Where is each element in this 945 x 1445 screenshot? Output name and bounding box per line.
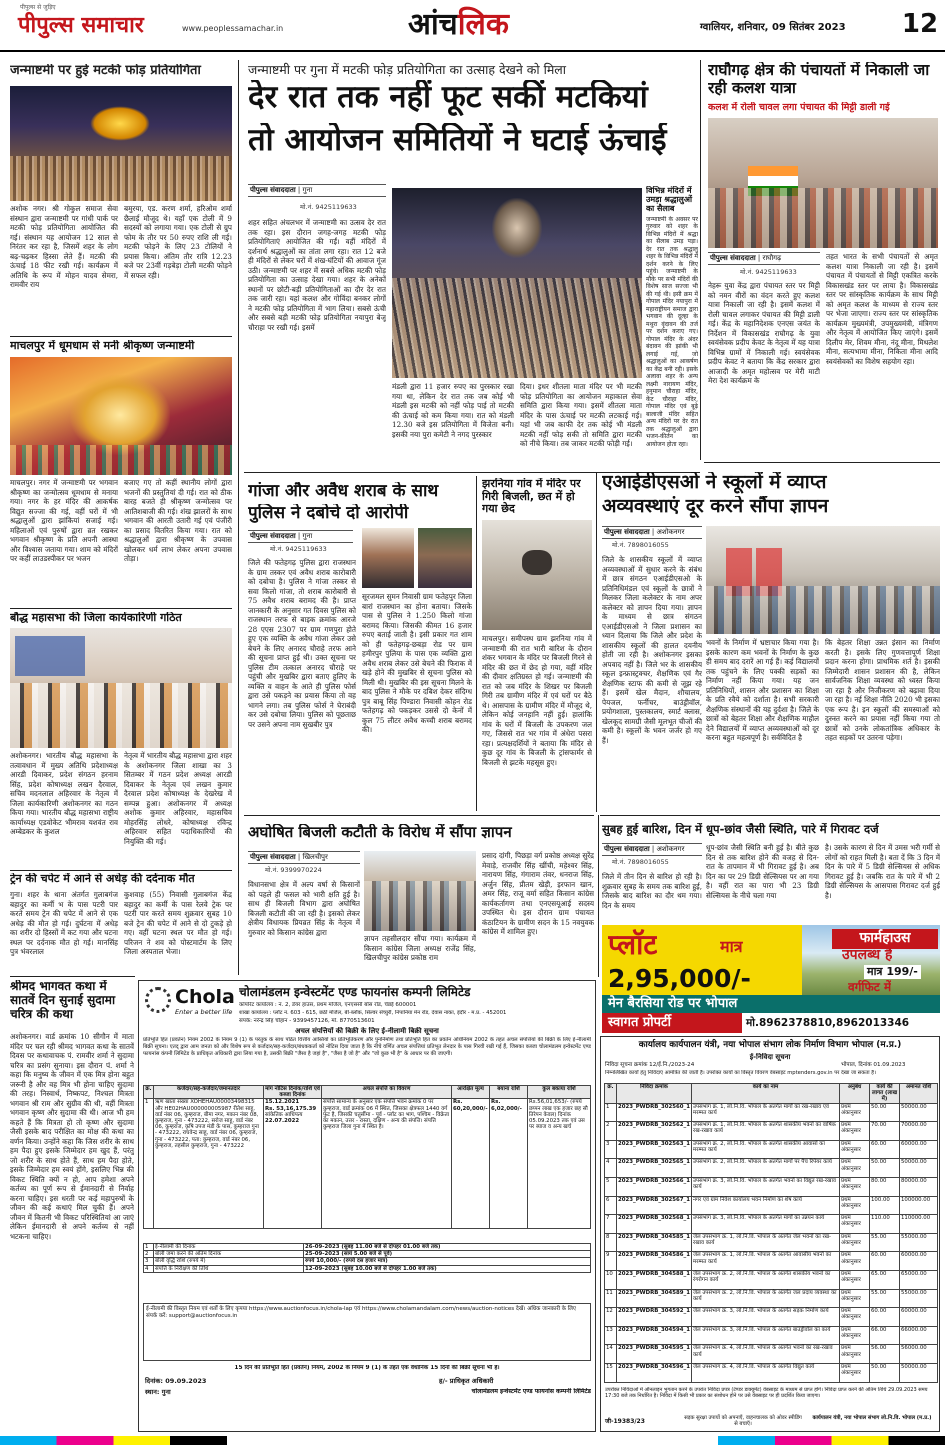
schedule-key: बोली जमा करने की अंतिम दिनांक bbox=[154, 1251, 304, 1258]
pwd-cell-work: उपसंभाग क्र. 1, लो.नि.वि. भोपाल के अंतर्गत शासकीय भवनों का वार्षिक रख-रखाव कार्य bbox=[691, 1122, 839, 1141]
pwd-cell-n: 11 bbox=[605, 1289, 617, 1308]
pwd-cell-emd: 65000.00 bbox=[900, 1270, 938, 1289]
pwd-footer-right: कार्यपालन यंत्री, नया भोपाल संभाग लो.नि.वि. भोपाल (म.प्र.) bbox=[812, 1415, 932, 1421]
schedule-key: संपत्ति के निरीक्षण की तिथि bbox=[154, 1265, 304, 1272]
chola-signature: ह/- प्राधिकृत अधिकारी bbox=[439, 1377, 494, 1385]
story3-body-a: अशोकनगर। भारतीय बौद्ध महासभा के तत्वावधान में मुख्य अतिथि प्रदेशाध्यक्ष आरडी दिवाकर, प्रदेश संगठन हरनाम सिंह, प्रदेश कोषाध्यक्ष लखन दैरवाल, सचिव मदनलाल अहिरवार के नेतृत्व में जिला कार्यकारिणी अशोकनगर का गठन किया गया। भारतीय बौद्ध महासभा राष्ट्रीय कार्याध्यक्ष एडवोकेट भीमराव यशवंत राव अम्बेडकर के कुशल bbox=[10, 751, 118, 836]
chola-terms[interactable]: ई-नीलामी की विस्तृत नियम एवं शर्तों के लिए कृपया https://www.auctionfocus.in/chola-lap एवं https://www.cholamandalam.com/news/auction-notices देखें। अधिक जानकारी के लिए संपर्क करें: support@auctionfocus.in bbox=[143, 1303, 591, 1361]
story6-col4-headline: विभिन्न मंदिरों में उमड़ा श्रद्धालुओं का सैलाब bbox=[646, 186, 693, 214]
pwd-cell-cost: 65.00 bbox=[870, 1270, 900, 1289]
pwd-cell-type: प्रथम अंकानुसार bbox=[840, 1177, 870, 1196]
plot-price: 2,95,000/- bbox=[608, 964, 751, 993]
schedule-n: 4 bbox=[144, 1265, 154, 1272]
table-row bbox=[605, 1345, 938, 1364]
chola-intro: प्रतिभूति हित (प्रवर्तन) नियम 2002 के नियम 9 (1) के परंतुक के साथ पठित वित्तीय आस्तियों का प्रतिभूतिकरण और पुनर्निर्माण तथा प्रतिभूति हित का प्रवर्तन अधिनियम 2002 के तहत अचल संपत्तियों की बिक्री के लिए ई-नीलामी बिक्री सूचना। एतद् द्वारा आम जनता को और विशेष रूप से कर्जदार/सह-कर्जदार/बंधककर्ता को नोटिस दिया जाता है कि नीचे वर्णित अचल संपत्तियां प्रतिभूत लेनदार के पास गिरवी रखी गई हैं, जिसका कब्जा चोलामंडलम इन्वेस्टमेंट एण्ड फायनांस कंपनी लिमिटेड के प्राधिकृत अधिकारी द्वारा लिया गया है, उसकी बिक्री "जैसा है जहां है", "जैसा है जो है" और "जो कुछ भी है" के आधार पर की जाएगी। bbox=[143, 1037, 591, 1057]
story6-col4-body: जन्माष्टमी के अवसर पर गुरुवार को शहर के विभिन्न मंदिरों में श्रद्धा का सैलाब उमड़ पड़ा। देर रात तक श्रद्धालु शहर के विभिन्न मंदिरों में दर्शन करने के लिए पहुंचे। जन्माष्टमी के मौके पर सभी मंदिरों की विशेष साज सज्जा भी की गई थी। इसी क्रम में गोपाल मंदिर नयापुरा में महाराष्ट्रीयन समाज द्वारा भगवान की दूल्हा के मथुरा वृंदावन की तर्ज पर दर्शन कराए गए। गोपाल मंदिर के अंदर बंदावन की झांकी भी लगाई गई, जो श्रद्धालुओं का आकर्षण का केंद्र बनी रही। इसके अलावा शहर के अन्य लक्ष्मी नारायण मंदिर, हनुमान चौराहा मंदिर, केंट चौराहा मंदिर, गोपाल मंदिर एवं बूढ़े बालाजी मंदिर सहित अन्य मंदिरों पर देर रात तक श्रद्धालुओं द्वारा भजन-कीर्तन का आयोजन होता रहा। bbox=[646, 215, 698, 448]
pwd-cell-n: 7 bbox=[605, 1215, 617, 1234]
pwd-intro: निम्नलिखित कार्यों हेतु निविदाएं आमंत्रित की जाती है। उपरोक्त कार्यों का विस्तृत विवरण वेबसाइट mptenders.gov.in पर देखा जा सकता है। bbox=[605, 1070, 876, 1076]
story6-photo-crowd bbox=[392, 188, 642, 378]
chola-title: चोलामंडलम इन्वेस्टमेंट एण्ड फायनांस कम्पनी लिमिटेड bbox=[239, 985, 471, 999]
story3-photo bbox=[10, 628, 232, 748]
notice-date: 15.12.2021 bbox=[265, 1099, 300, 1106]
pwd-cell-type: प्रथम अंकानुसार bbox=[840, 1122, 870, 1141]
table-row bbox=[144, 1258, 591, 1265]
pwd-cell-cost: 55.00 bbox=[870, 1289, 900, 1308]
pwd-cell-n: 5 bbox=[605, 1177, 617, 1196]
pwd-cell-work: जेल उपसंभाग क्र. 3, लो.नि.वि. भोपाल के अंतर्गत बाउंड्रीवॉल का कार्य bbox=[691, 1326, 839, 1345]
story11-mobile: मो.नं. 9399970224 bbox=[265, 866, 322, 874]
table-row bbox=[605, 1270, 938, 1289]
pwd-cell-n: 3 bbox=[605, 1140, 617, 1159]
pwd-cell-n: 15 bbox=[605, 1363, 617, 1382]
story7-col1: नेहरू युवा केंद्र द्वारा पंचायत स्तर पर मिट्टी को नमन वीरों का वंदन करते हुए कलश यात्रा निकाली जा रही है। इसमें कलश में रोली चावल लगाकर पंचायत की मिट्टी डाली गई। केंद्र के महानिदेशक एनएस जयंत के निर्देशन में विकासखंड राघौगढ़ के युवा स्वयंसेवक प्रदीप केवट के नेतृत्व में यह यात्रा विभिन्न ग्रामों में निकाली गई। स्वयंसेवक प्रदीप केवट ने बताया कि केंद्र सरकार द्वारा आजादी के अमृत महोत्सव पर मेरी माटी मेरा देश कार्यक्रम के bbox=[708, 281, 820, 385]
pwd-cell-id: 2023_PWDRB_304594_1 bbox=[617, 1326, 692, 1345]
pwd-tender bbox=[600, 1036, 940, 1432]
table-row bbox=[605, 1196, 938, 1215]
story10-col1: जिले के शासकीय स्कूलों में व्याप्त अव्यवस्थाओं में सुधार करने के संबंध में छात्र संगठन एआईडीएसओ के प्रतिनिधिमंडल एवं स्कूलों के छात्रों ने मिलकर जिला कलेक्टर के नाम अपर कलेक्टर को ज्ञापन दिया गया। ज्ञापन के माध्यम से छात्र संगठन एआईडीएसओ ने जिला प्रशासन का ध्यान दिलाया कि जिले और प्रदेश के शासकीय स्कूलों की हालत दयनीय होती जा रही है। अशोकनगर इसका अपवाद नहीं है। जिले भर के शासकीय स्कूल इन्फ्रास्ट्रक्चर, शैक्षणिक एवं गैर शैक्षणिक स्टाफ की कमी से जूझ रहे हैं। इसमें खेल मैदान, शौचालय, पेयजल, फर्नीचर, बाउंड्रीवॉल, प्रयोगशाला, पुस्तकालय, स्मार्ट क्लास, खेलकूद सामग्री जैसी मूलभूत चीजों की कमी है। स्कूलों के भवन जर्जर हो गए हैं। bbox=[602, 555, 702, 745]
chola-cell: Rs. 60,20,000/- bbox=[452, 1099, 490, 1229]
chola-cell: ऋण खाता संख्या XOHEHAU00003498315 और HE02HAU000000005987 रीतेश साहू, वार्ड नंबर 06, कुम्हराज, बीमा नगर, मकान नंबर 08, कुम्हराज, गुना - 473222, सरोज साहू, वार्ड नंबर 06, कुम्हराज, कृषि उपज मंडी के पास, कुम्हराज गुना - 473222, राघवेन्द्र साहू, वार्ड नंबर 06, कुम्हराज, गुना - 473222, पता: कुम्हराज, वार्ड नंबर 06, कुम्हराज, तहसील कुम्हराज, गुना - 473222 bbox=[154, 1099, 264, 1229]
story11-photo bbox=[364, 851, 476, 931]
pwd-th: अनुबंध bbox=[840, 1084, 870, 1104]
plot-word: प्लॉट bbox=[608, 928, 658, 961]
story8-mobile: मो.नं. 9425119633 bbox=[270, 545, 327, 553]
chola-tagline: Enter a better life bbox=[175, 1008, 233, 1016]
story2-body-b: बजाए गए तो कहीं स्थानीय लोगों द्वारा भजनों की प्रस्तुतियां दी गई। रात को ठीक बारह बजते ही श्रीकृष्ण जन्मोत्सव पर आतिशबाजी की गई। शंख झालरों के साथ भगवान की आरती उतारी गई एवं पंजीरी का प्रसाद वितरित किया गया। रात को श्रद्धालुओं द्वारा श्रीकृष्ण के उपवास खोलकर धर्म लाभ लेकर अपना उपवास तोड़ा। bbox=[124, 478, 232, 563]
pwd-footer-mid: सड़क सुरक्षा उपायों को अपनाएँ, वाहनचालक को ओवर स्पीडिंग से बचाएँ। bbox=[684, 1415, 802, 1428]
schedule-value: 25-09-2023 (सायं 5.00 बजे से पूर्व) bbox=[304, 1251, 591, 1258]
pwd-cell-n: 6 bbox=[605, 1196, 617, 1215]
schedule-n: 2 bbox=[144, 1251, 154, 1258]
pwd-cell-n: 2 bbox=[605, 1122, 617, 1141]
story1-kicker: जन्माष्टमी पर हुई मटकी फोड़ प्रतियोगिता bbox=[10, 64, 201, 78]
pwd-date: भोपाल, दिनांक 01.09.2023 bbox=[841, 1062, 906, 1068]
pwd-cell-emd: 60000.00 bbox=[900, 1308, 938, 1327]
pwd-cell-cost: 50.00 bbox=[870, 1103, 900, 1122]
story6-headline-1: देर रात तक नहीं फूट सकीं मटकियां bbox=[248, 80, 648, 115]
chola-th: मांग नोटिस दिनांक/राशि एवं कब्जा दिनांक bbox=[265, 1086, 320, 1099]
pwd-cell-emd: 110000.00 bbox=[900, 1215, 938, 1234]
pwd-cell-emd: 55000.00 bbox=[900, 1289, 938, 1308]
story2-kicker: माचलपुर में धूमधाम से मनी श्रीकृष्ण जन्माष्टमी bbox=[10, 340, 195, 352]
table-row bbox=[605, 1140, 938, 1159]
table-row bbox=[605, 1215, 938, 1234]
story4-body-a: गुना। शहर के थाना अंतर्गत गुलाबगंज बहादुर का कर्मी भ के पास पटरी पार करते समय ट्रेन की चपेट में आने से एक अधेड़ की मौत हो गई। दुर्घटना में अधेड़ का शरीर दो हिस्सों में कट गया और घटना स्थल पर दर्दनाक मौत हो गई। मानसिंह पुत्र भंवरलाल bbox=[10, 890, 118, 956]
masthead-url[interactable]: www.peoplessamachar.in bbox=[182, 24, 284, 33]
pwd-table-header bbox=[605, 1084, 938, 1104]
story6-headline-2: तो आयोजन समितियों ने घटाई ऊंचाई bbox=[248, 123, 667, 158]
pwd-cell-work: जेल उपसंभाग क्र. 1, लो.नि.वि. भोपाल के अंतर्गत जेल भवनों का रख-रखाव कार्य bbox=[691, 1233, 839, 1252]
story10-headline-2: अव्यवस्थाएं दूर करने सौंपा ज्ञापन bbox=[602, 496, 829, 517]
pwd-cell-type: प्रथम अंकानुसार bbox=[840, 1289, 870, 1308]
story10-col3: कि बेहतर शिक्षा उन्नत इंसान का निर्माण करती है। इसके लिए गुणवत्तापूर्ण शिक्षा प्रदान करना होगा। प्राथमिक शर्त है। इसकी जिम्मेदारी शासन प्रशासन की है, लेकिन सार्वजनिक शिक्षा व्यवस्था को ध्वस्त किया जा रहा है और निजीकरण को बढ़ावा दिया जा रहा है। नई शिक्षा नीति 2020 भी इसका एक रूप है। इन स्कूलों की समस्याओं को दुरुस्त करने का प्रयास नहीं किया गया तो छात्रों को उनके लोकतांत्रिक अधिकार के तहत सड़कों पर उतरना पड़ेगा। bbox=[825, 638, 940, 742]
pwd-cell-cost: 66.00 bbox=[870, 1326, 900, 1345]
pwd-cell-n: 1 bbox=[605, 1103, 617, 1122]
chola-address-2: शाखा कार्यालय : प्लॉट नं. 603 - 615, छठी मंजिल, बी-ब्लॉक, सिल्वर सेंच्युरी, निपानिया मेन रोड, देवास नाका, इंदौर - म.प्र. - 452001 bbox=[239, 1010, 507, 1016]
story2-body-a: माचलपुर। नगर में जन्माष्टमी पर भगवान श्रीकृष्ण का जन्मोत्सव धूमधाम से मनाया गया। नगर के हर मंदिर की आकर्षक विद्युत सज्जा की गई, वहीं घरों में भी श्रद्धालुओं द्वारा झांकियां सजाई गई। महिलाओं एवं पुरुषों द्वारा व्रत रखकर भगवान श्रीकृष्ण के प्रति अपनी आस्था और विश्वास जताया गया। शाम को मंदिरों पर कहीं लाउडस्पीकर पर भजन bbox=[10, 478, 118, 563]
plot-welcome: स्वागत प्रोपर्टी bbox=[602, 1013, 742, 1033]
table-row bbox=[605, 1159, 938, 1178]
bottom-strip bbox=[0, 1436, 945, 1445]
pwd-cell-id: 2023_PWDRB_304586_1 bbox=[617, 1252, 692, 1271]
story9-headline: झरनिया गांव में मंदिर पर गिरी बिजली, छत में हो गया छेद bbox=[482, 478, 581, 516]
pwd-cell-type: प्रथम अंकानुसार bbox=[840, 1196, 870, 1215]
story10-headline-1: एआईडीएसओ ने स्कूलों में व्याप्त bbox=[602, 472, 827, 493]
story7-mobile: मो.नं. 9425119633 bbox=[740, 268, 797, 276]
chola-th: कुल बकाया राशि bbox=[528, 1086, 591, 1099]
pwd-cell-n: 10 bbox=[605, 1270, 617, 1289]
chola-address-1: कॉर्पोरेट कार्यालय : नं. 2, डेयर हाउस, प्रथम मंजिल, एनएससी बोस रोड, चेन्नई 600001 bbox=[239, 1002, 417, 1008]
chola-contact: संपर्क: नरेन्द्र सिंह चौहान - 9399457126, मो. 8770513601 bbox=[239, 1018, 375, 1024]
story8-photo-accused-1 bbox=[362, 528, 414, 588]
pwd-table bbox=[604, 1083, 938, 1383]
pwd-cell-cost: 60.00 bbox=[870, 1140, 900, 1159]
chola-cell: संपत्ति सामान्य के अनुसार एक संपत्ति भवन क्रमांक 0 पर कुम्हराज, वार्ड क्रमांक 06 में स्थित, जिसका क्षेत्रफल 1440 वर्ग फुट है, जिसकी चतुर्सीमा - पूर्व - प्लॉट का भाग, पश्चिम - विक्रेता का मकान, उत्तर - रास्ता, दक्षिण - अन्य की संपत्ति। संपत्ति कुम्हराज जिला गुना में स्थित है। bbox=[322, 1099, 452, 1229]
chola-th: बयाना राशि bbox=[490, 1086, 528, 1099]
pwd-cell-type: प्रथम अंकानुसार bbox=[840, 1270, 870, 1289]
pwd-cell-id: 2023_PWDRB_304595_1 bbox=[617, 1345, 692, 1364]
pwd-cell-type: प्रथम अंकानुसार bbox=[840, 1363, 870, 1382]
pwd-cell-id: 2023_PWDRB_302563_1 bbox=[617, 1140, 692, 1159]
farm-price: मात्र 199/- bbox=[864, 965, 921, 979]
chola-place: स्थान: गुना bbox=[145, 1388, 171, 1396]
pwd-cell-type: प्रथम अंकानुसार bbox=[840, 1345, 870, 1364]
pwd-cell-n: 12 bbox=[605, 1308, 617, 1327]
possession-date: 22.07.2022 bbox=[265, 1118, 300, 1125]
pwd-cell-emd: 55000.00 bbox=[900, 1233, 938, 1252]
pwd-cell-work: जेल उपसंभाग क्र. 2, लो.नि.वि. भोपाल के अंतर्गत शासकीय भवनों का रंगरोगन कार्य bbox=[691, 1270, 839, 1289]
story10-photo bbox=[706, 526, 940, 634]
story7-photo bbox=[708, 118, 938, 248]
story11-headline: अघोषित बिजली कटौती के विरोध में सौंपा ज्ञापन bbox=[248, 824, 512, 841]
chola-schedule bbox=[143, 1243, 591, 1273]
story12-col2: धूप-छांव जैसी स्थिति बनी हुई है। बीते कुछ दिन से तक बारिश होने की वजह से दिन-रात के तापमान में भी गिरावट हुई है। अब दिन का पर 29 डिग्री सेल्सियस पर आ गया है। वहीं रात का पारा भी 23 डिग्री सेल्सियस के नीचे चला गया bbox=[706, 843, 819, 900]
pwd-cell-emd: 60000.00 bbox=[900, 1252, 938, 1271]
pwd-cell-cost: 50.00 bbox=[870, 1363, 900, 1382]
pwd-th: क्र. bbox=[605, 1084, 617, 1104]
pwd-cell-work: उपसंभाग क्र. 2, लो.नि.वि. भोपाल के अंतर्गत मार्गों पर पैच रिपेयर कार्य bbox=[691, 1159, 839, 1178]
schedule-value: रुपये 10,000/- (रुपये दस हजार मात्र) bbox=[304, 1258, 591, 1265]
pwd-cell-type: प्रथम अंकानुसार bbox=[840, 1215, 870, 1234]
table-row bbox=[605, 1103, 938, 1122]
story6-mobile: मो.नं. 9425119633 bbox=[300, 203, 357, 211]
story7-kicker: कलश में रोली चावल लगा पंचायत की मिट्टी डाली गई bbox=[708, 102, 890, 113]
pwd-cell-id: 2023_PWDRB_302565_1 bbox=[617, 1159, 692, 1178]
story1-body-a: अशोक नगर। श्री गोकुल समाज सेवा संस्थान द्वारा जन्माष्टमी पर गांधी पार्क पर मटकी फोड़ प्रतियोगिता आयोजित की गई। संस्थान यह आयोजन 12 साल से निरंतर कर रहा है, जिसमें शहर के लोग बढ़-चढ़कर हिस्सा लेते हैं। मटकी की ऊंचाई 18 फीट रखी गई। कार्यक्रम में अतिथि के रूप में मोहन यादव सेमरा, रामवीर राय bbox=[10, 204, 118, 289]
pwd-th: निविदा क्रमांक bbox=[617, 1084, 692, 1104]
story1-body-b: बमुरया, एड. करण शर्मा, हरिओम शर्मा छैलाई मौजूद थे। यहाँ एक टोली में 9 सदस्यों को लगाया गया। एक टोली से ग्रुप फोम के तौर पर 50 रुपए राशि ली गई। मटकी फोड़ने के लिए 23 टोलियों ने प्रयास किया। अंतिम तौर रात्रि 12.23 बजे पर 23वीं गड़बेड़ा टोली मटकी फोड़ने में सफल रही। bbox=[124, 204, 232, 280]
story3-kicker: बौद्ध महासभा की जिला कार्यकारिणी गठित bbox=[10, 612, 182, 624]
story5-body: अशोकनगर। वार्ड क्रमांक 10 सीगौन में माता मंदिर पर चल रही श्रीमद भागवत कथा के सातवें दिवस पर कथावाचक पं. रामवीर शर्मा ने सुदामा चरित्र का प्रसंग सुनाया। इस दौरान पं. शर्मा ने कहा कि मनुष्य के जीवन में एक मित्र होना बहुत जरूरी है और वह मित्र भी होना चाहिए सुदामा की तरह। निस्वार्थ, निष्कपट, निश्चल मित्रता भगवान श्री राम और सुग्रीव की थी, वहीं मित्रता भगवान कृष्ण और सुदामा की थी। आज भी हम कहते हैं कि मित्रता हो तो कृष्ण और सुदामा जैसी इसके बाद परीक्षित का मोक्ष की कथा का वर्णन किया। उन्होंने कहा कि जिस शरीर के साथ हम पैदा हुए इसके जिम्मेदार हम खुद हैं, परंतु जो शरीर के साथ होते हैं, साथ हम पैदा होते, इसके जिम्मेदार हम स्वयं होंगे, इसलिए भिन्न की विकट स्थिति क्यों न हो, आप हमेशा अपने कर्तव्य का पूर्ण रूप से ईमानदारी से निर्वाह करना चाहिए। इस धरती पर कई महापुरुषों के जीवन की कई कथाएं मिल चुकी हैं। अपने जीवन में कितनी भी विकट परिस्थितियां आ जाएं लेकिन ईमानदारी से अपने कर्तव्य से नहीं भटकना चाहिए। bbox=[10, 1032, 134, 1241]
pwd-cell-type: प्रथम अंकानुसार bbox=[840, 1308, 870, 1327]
story10-byline: पीपुल्स संवाददाता | अशोकनगर bbox=[602, 526, 702, 539]
story6-byline: पीपुल्स संवाददाता | गुना bbox=[248, 184, 386, 197]
pwd-cell-work: जेल उपसंभाग क्र. 3, लो.नि.वि. भोपाल के अंतर्गत सड़क निर्माण कार्य bbox=[691, 1308, 839, 1327]
pwd-cell-id: 2023_PWDRB_304592_1 bbox=[617, 1308, 692, 1327]
story8-col1: जिले की फतेहगढ़ पुलिस द्वारा राजस्थान के ग्राम तस्कर एवं अवैध शराब कारोबारी को दबोचा है। पुलिस ने गांजा तस्कर से सवा किलो गांजा, तो शराब कारोबारी से 75 अवैध शराब बरामद की है। प्राप्त जानकारी के अनुसार गत दिवस पुलिस को राजस्थान तरफ से बाइक क्रमांक आरजे 28 एएस 2307 पर ग्राम गणपुरा होते हुए एक व्यक्ति के अवैध गांजा लेकर उसे बेचने के लिए अनारद चौराहे तरफ आने की सूचना प्राप्त हुई थी। उक्त सूचना पर पुलिस टीम तत्काल अनारद चौराहे पर पहुंची और मुखबिर द्वारा बताए हुलिए के व्यक्ति व वाहन के आते ही पुलिस फोर्स द्वारा उसे पकड़ने का प्रयास किया तो वह भागने लगा। तब पुलिस फोर्स ने घेराबंदी कर उसे दबोचा लिया। पुलिस को पूछताछ पर उसने अपना नाम सुखबीर पुत्र bbox=[248, 558, 356, 729]
pwd-cell-work: जेल उपसंभाग क्र. 4, लो.नि.वि. भोपाल के अंतर्गत विद्युत कार्य bbox=[691, 1363, 839, 1382]
story11-col2: ज्ञापन तहसीलदार सौंपा गया। कार्यक्रम में किसान कांग्रेस जिला अध्यक्ष राजेंद्र सिंह, खिलचीपुर कांग्रेस प्रकोष्ठ राम bbox=[364, 934, 476, 962]
story8-photo-accused-2 bbox=[418, 528, 472, 588]
pwd-cell-cost: 80.00 bbox=[870, 1177, 900, 1196]
pwd-cell-emd: 50000.00 bbox=[900, 1363, 938, 1382]
table-row bbox=[144, 1265, 591, 1272]
story12-mobile: मो.नं. 7898016055 bbox=[612, 858, 669, 866]
story6-temple-column bbox=[646, 186, 698, 468]
table-row bbox=[605, 1122, 938, 1141]
pwd-cell-emd: 100000.00 bbox=[900, 1196, 938, 1215]
story11-byline: पीपुल्स संवाददाता | खिलचीपुर bbox=[248, 851, 360, 864]
pwd-cell-id: 2023_PWDRB_302560_1 bbox=[617, 1103, 692, 1122]
chola-th: आरक्षित मूल्य bbox=[452, 1086, 490, 1099]
schedule-n: 3 bbox=[144, 1258, 154, 1265]
chola-cell: 1 bbox=[144, 1099, 154, 1229]
chola-notice-title: अचल संपत्तियों की बिक्री के लिए ई-नीलामी बिक्री सूचना bbox=[295, 1027, 439, 1035]
pwd-th: कार्य का नाम bbox=[691, 1084, 839, 1104]
pwd-cell-id: 2023_PWDRB_302562_1 bbox=[617, 1122, 692, 1141]
plot-road: मेन बैरसिया रोड पर भोपाल bbox=[602, 995, 940, 1013]
story2-photo bbox=[10, 357, 232, 475]
story10-col2: भवनों के निर्माण में भ्रष्टाचार किया गया है। इसके कारण कम भवनों के निर्माण के कुछ ही समय बाद दरारें आ गई हैं। कई विद्यालयों तक पहुंचने के लिए पक्की सड़कों का निर्माण नहीं किया गया। यह जन प्रतिनिधियों, शासन और प्रशासन का शिक्षा के प्रति रवैये को दर्शाता है। सभी सरकारी शैक्षणिक संस्थानों की यह दुर्दशा है। जिले के छात्रों को बेहतर शिक्षा और शैक्षणिक माहौल देने विद्यालयों में व्याप्त अव्यवस्थाओं को दूर करना बहुत महत्वपूर्ण है। सर्वविदित है bbox=[706, 638, 819, 742]
pwd-cell-type: प्रथम अंकानुसार bbox=[840, 1252, 870, 1271]
table-row bbox=[605, 1326, 938, 1345]
table-row bbox=[605, 1363, 938, 1382]
chola-company-footer: चोलामंडलम इन्वेस्टमेंट एण्ड फायनांस कम्पनी लिमिटेड bbox=[471, 1388, 591, 1395]
pwd-cell-work: नगर एवं ग्राम निवेश कार्यालय भवन निर्माण का शेष कार्य bbox=[691, 1196, 839, 1215]
pwd-cell-emd: 80000.00 bbox=[900, 1177, 938, 1196]
chola-logo: Chola bbox=[175, 986, 235, 1008]
story11-col1: विधानसभा क्षेत्र में अल्प वर्षा से किसानों को पहले ही फसल को भारी क्षति हुई है। साथ ही बिजली विभाग द्वारा अघोषित बिजली कटौती की जा रही है। इसको लेकर क्षेत्रीय विधायक प्रियव्रत सिंह के नेतृत्व में गुरुवार को किसान कांग्रेस द्वारा bbox=[248, 880, 360, 937]
story10-mobile: मो.नं. 7898016055 bbox=[612, 541, 669, 549]
masthead-tagline: पीपुल्स से जुड़िए bbox=[20, 4, 56, 11]
pwd-cell-work: उपसंभाग क्र. 1, लो.नि.वि. भोपाल के अंतर्गत मार्गों का रख-रखाव एवं मरम्मत कार्य bbox=[691, 1103, 839, 1122]
story12-col1: जिले में तीन दिन से बारिश हो रही है। शुक्रवार सुबह के समय तक बारिश हुई, जिसके बाद बारिश का दौर थम गया। दिन के समय bbox=[602, 872, 702, 910]
table-row bbox=[605, 1177, 938, 1196]
pwd-th: कार्य की लागत (लाख में) bbox=[870, 1084, 900, 1104]
pwd-cell-work: जेल उपसंभाग क्र. 2, लो.नि.वि. भोपाल के अंतर्गत जल प्रदाय व्यवस्था का कार्य bbox=[691, 1289, 839, 1308]
farm-unit: वर्गफिट में bbox=[848, 980, 892, 994]
pwd-cell-id: 2023_PWDRB_304588_1 bbox=[617, 1270, 692, 1289]
farm-available: उपलब्ध है bbox=[842, 947, 893, 963]
pwd-cell-id: 2023_PWDRB_304596_1 bbox=[617, 1363, 692, 1382]
masthead bbox=[0, 0, 945, 52]
story11-col3: प्रसाद दांगी, पिछड़ा वर्ग प्रकोष्ठ अध्यक्ष सुरेंद्र मेवाड़े, राजवीर सिंह खींची, महेश्वर सिंह, नारायण सिंह, गंगाराम तंवर, धनराज सिंह, अर्जुन सिंह, प्रीतम खेड़ी, इरफान खान, अमर सिंह, राजू वर्मा सहित किसान कांग्रेस कार्यकर्तागण तथा एनएसयूआई सदस्य उपस्थित थे। इस दौरान ग्राम पंचायत कंठाटियन के ग्रामीण सदन के 15 नवयुवक कांग्रेस में शामिल हुए। bbox=[482, 851, 594, 936]
story6-col1: शहर सहित अंचलभर में जन्माष्टमी का उत्सव देर रात तक रहा। इस दौरान जगह-जगह मटकी फोड़ प्रतियोगिताएं आयोजित की गईं। वहीं मंदिरों में दर्शनार्थ श्रद्धालुओं का तांता लगा रहा। रात 12 बजे ही मंदिरों से लेकर घरों में शंख-घंटियों की आवाज गूंज उठी। जन्माष्टमी पर शहर में सबसे अधिक मटकी फोड़ प्रतियोगिता का उत्साह देखा गया। शहर के अनेकों स्थानों पर छोटी-बड़ी प्रतियोगिताओं का दौर देर रात तक जारी रहा। यहां कलश और गोविंदा बनकर लोगों ने मटकी फोड़ प्रतियोगिता में भाग लिया। सबसे ऊंची और सबसे बड़ी मटकी फोड़ प्रतियोगिता नयापुरा बेजू चौराहा पर रखी गई। इसमें bbox=[248, 218, 386, 332]
pwd-cell-cost: 60.00 bbox=[870, 1308, 900, 1327]
schedule-value: 26-09-2023 (सुबह 11.00 बजे से दोपहर 01.00 बजे तक) bbox=[304, 1244, 591, 1251]
chola-th: अचल संपत्ति का विवरण bbox=[322, 1086, 452, 1099]
possession-type: सांकेतिक आधिपत्य bbox=[265, 1111, 303, 1118]
story3-body-b: नेतृत्व में भारतीय बौद्ध महासभा द्वारा शहर के अशोकनगर जिला शाखा का 3 सितम्बर में गठन प्रदेश अध्यक्ष आरडी दिवाकर के नेतृत्व एवं लखन कुमार दैरवाल प्रदेश कोषाध्यक्ष के देखरेख में सम्पन्न हुआ। अशोकनगर में अध्यक्ष अशोक कुमार अहिरवार, महासचिव मोहरसिंह लोधरे, कोषाध्यक्ष रविन्द्र अहिरवार सहित पदाधिकारियों की नियुक्ति की गई। bbox=[124, 751, 232, 846]
story6-kicker: जन्माष्टमी पर गुना में मटकी फोड़ प्रतियोगिता का उत्साह देखने को मिला bbox=[248, 62, 567, 77]
pwd-cell-n: 9 bbox=[605, 1252, 617, 1271]
pwd-cell-emd: 70000.00 bbox=[900, 1122, 938, 1141]
story7-byline: पीपुल्स संवाददाता | राघौगढ़ bbox=[708, 252, 820, 265]
plot-mobile[interactable]: मो.8962378810,8962013346 bbox=[742, 1013, 940, 1033]
story8-byline: पीपुल्स संवाददाता | गुना bbox=[248, 530, 353, 543]
pwd-cell-type: प्रथम अंकानुसार bbox=[840, 1233, 870, 1252]
table-row bbox=[144, 1251, 591, 1258]
pwd-cell-emd: 56000.00 bbox=[900, 1345, 938, 1364]
pwd-cell-cost: 50.00 bbox=[870, 1159, 900, 1178]
pwd-cell-cost: 60.00 bbox=[870, 1252, 900, 1271]
masthead-logo: पीपुल्स समाचार bbox=[18, 13, 144, 38]
chola-th: क्र. bbox=[144, 1086, 154, 1099]
pwd-subheader: ई-निविदा सूचना bbox=[749, 1053, 791, 1061]
table-row bbox=[605, 1233, 938, 1252]
story6-col2: मंडली द्वारा 11 हजार रुपए का पुरस्कार रखा गया था, लेकिन देर रात तक जब कोई भी मंडली इस मटकी को नहीं फोड़ पाई तो मटकी की ऊंचाई को कम किया गया। रात को मंडली 12.30 बजे इस प्रतियोगिता में विजेता बनी। इसकी नया पुरा कमेटी ने नगद पुरस्कार bbox=[392, 382, 514, 439]
pwd-cell-work: जेल उपसंभाग क्र. 4, लो.नि.वि. भोपाल के अंतर्गत भवनों का रख-रखाव कार्य bbox=[691, 1345, 839, 1364]
pwd-header: कार्यालय कार्यपालन यंत्री, नया भोपाल संभाग लोक निर्माण विभाग भोपाल (म.प्र.) bbox=[638, 1040, 902, 1050]
dateline: ग्वालियर, शनिवार, 09 सितंबर 2023 bbox=[700, 22, 846, 33]
pwd-footer-left: जी-19383/23 bbox=[605, 1418, 645, 1425]
section-title: आंचलिक bbox=[408, 7, 509, 42]
story5-kicker: श्रीमद भागवत कथा में सातवें दिन सुनाई सुदामा चरित्र की कथा bbox=[10, 980, 116, 1021]
pwd-cell-cost: 55.00 bbox=[870, 1233, 900, 1252]
table-row bbox=[605, 1252, 938, 1271]
plot-ad[interactable] bbox=[602, 925, 940, 1033]
schedule-value: 12-09-2023 (सुबह 10.00 बजे से दोपहर 1.00 बजे तक) bbox=[304, 1265, 591, 1272]
pwd-cell-emd: 50000.00 bbox=[900, 1159, 938, 1178]
story8-headline-1: गांजा और अवैध शराब के साथ bbox=[248, 482, 439, 501]
pwd-cell-work: उपसंभाग क्र. 3, लो.नि.वि. भोपाल के अंतर्गत भवनों का विद्युत रख-रखाव कार्य bbox=[691, 1177, 839, 1196]
page-number: 12 bbox=[901, 9, 939, 39]
story12-headline: सुबह हुई बारिश, दिन में धूप-छांव जैसी स्थिति, पारे में गिरावट दर्ज bbox=[602, 823, 879, 836]
pwd-cell-cost: 110.00 bbox=[870, 1215, 900, 1234]
pwd-cell-cost: 56.00 bbox=[870, 1345, 900, 1364]
schedule-n: 1 bbox=[144, 1244, 154, 1251]
story1-photo bbox=[10, 86, 232, 201]
chola-cell bbox=[264, 1099, 322, 1229]
story8-headline-2: पुलिस ने दबोचे दो आरोपी bbox=[248, 504, 409, 523]
plot-matra: मात्र bbox=[720, 937, 743, 956]
chola-legal: 15 दिन की प्रतिभूति हित (प्रवर्तन) नियम, 2002 के नियम 9 (1) के तहत एक वैधानिक 15 दिनों की बिक्री सूचना भी है। bbox=[234, 1365, 500, 1371]
story4-body-b: कुशवाह (55) निवासी गुलाबगंज केंद्र बहादुर का कर्मी के पास रेलवे ट्रेक पर पटरी पार करते समय शुक्रवार सुबह 10 बजे ट्रेन की चपेट में आने से दो टुकड़े हो गए। वहीं घटना स्थल पर मौत हो गई। परिजन ने शव को पोस्टमार्टम के लिए जिला अस्पताल भेजा। bbox=[124, 890, 232, 956]
story7-col2: तहत भारत के सभी पंचायतों से अमृत कलश यात्रा निकाली जा रही है। इसमें पंचायत में पंचायतों से मिट्टी एकत्रित करके विकासखंड स्तर पर लाया है। विकासखंड स्तर पर सांस्कृतिक कार्यक्रम के साथ मिट्टी को अमृत कलश के माध्यम से राज्य स्तर पर भेजा जाएगा। राज्य स्तर पर सांस्कृतिक कार्यक्रम मुख्यमंत्री, उपमुख्यमंत्री, मंत्रिगण और नेतृत्व में आयोजित किए जाएंगे। इसमें दिलीप मेर, शिवम मीना, नंदू मीना, मिथलेश मीना, सत्यभामा मीना, निकिता मीना आदि स्वयंसेवकों का विशेष सहयोग रहा। bbox=[826, 252, 938, 366]
chola-table bbox=[143, 1085, 591, 1229]
pwd-cell-n: 13 bbox=[605, 1326, 617, 1345]
story9-photo bbox=[482, 520, 592, 630]
story6-col3: दिया। इधर शीतला माता मंदिर पर भी मटकी फोड़ प्रतियोगिता का आयोजन महाकाल सेवा समिति द्वारा किया गया। इसमें शीतला माता मंदिर के पास ऊंचाई पर मटकी लटकाई गई। यहां भी जब काफी देर तक कोई भी मंडली मटकी नहीं फोड़ सकी तो समिति द्वारा मटकी को नीचे किया। तब जाकर मटकी फोड़ी गई। bbox=[520, 382, 642, 448]
pwd-cell-emd: 60000.00 bbox=[900, 1140, 938, 1159]
story12-byline: पीपुल्स संवाददाता | अशोकनगर bbox=[602, 843, 702, 856]
pwd-cell-cost: 70.00 bbox=[870, 1122, 900, 1141]
schedule-key: बोली वृद्धि राशि (रुपये में) bbox=[154, 1258, 304, 1265]
pwd-cell-n: 8 bbox=[605, 1233, 617, 1252]
table-row bbox=[144, 1099, 591, 1229]
chola-notice bbox=[138, 980, 596, 1432]
chola-cell: Rs.56,01,653/- (रुपये छप्पन लाख एक हजार छह सौ तिरेपन केवल) दिनांक 05.09.2023 तक एवं उस पर ब्याज व अन्य खर्च bbox=[528, 1099, 591, 1229]
pwd-cell-id: 2023_PWDRB_302568_1 bbox=[617, 1215, 692, 1234]
schedule-key: ई-नीलामी की दिनांक bbox=[154, 1244, 304, 1251]
notice-amount: Rs. 53,16,175.39 bbox=[265, 1105, 317, 1112]
story8-col2: सूरजमल सुमन निवासी ग्राम फतेहपुर जिला बारां राजस्थान का होना बताया। जिसके पास से पुलिस ने 1.250 किलो गांजा बरामद किया। जिसकी कीमत 16 हजार रुपए बताई जाती है। इसी प्रकार गत शाम को ही फतेहगढ़-छबड़ा रोड पर ग्राम हमीरपुर पुलिया के पास एक व्यक्ति द्वारा अवैध शराब लेकर उसे बेचने की फिराक में खड़े होने की मुखबिर से सूचना पुलिस को मिली थी। मुखबिर की इस सूचना मिलने के बाद पुलिस ने मौके पर दबिश देकर संदिग्ध पुत्र बाबू सिंह पिण्डारा निवासी कोहन रोड फतेहगढ़ को पकड़कर उससे दो केनों में कुल 75 लीटर अवैध कच्ची शराब बरामद की। bbox=[362, 592, 472, 734]
chola-cell: Rs. 6,02,000/- bbox=[490, 1099, 528, 1229]
pwd-th: अमानत राशि bbox=[900, 1084, 938, 1104]
pwd-note: उपरोक्त निविदाओं में ऑनलाइन भुगतान करने के उपरांत निविदा प्रपत्र (टेण्डर डाक्यूमेंट) वेबसाइट के माध्यम से प्राप्त होंगे। निविदा प्राप्त करने की अंतिम तिथि 29.09.2023 समय 17:30 बजे तक निर्धारित है। निविदा में किसी भी प्रकार का संशोधन होने पर उसे वेबसाइट पर ही प्रदर्शित किया जाएगा। bbox=[605, 1387, 928, 1400]
story7-headline: राघौगढ़ क्षेत्र की पंचायतों में निकाली जा रही कलश यात्रा bbox=[708, 62, 930, 97]
pwd-cell-n: 14 bbox=[605, 1345, 617, 1364]
pwd-cell-cost: 100.00 bbox=[870, 1196, 900, 1215]
story4-kicker: ट्रेन की चपेट में आने से अधेड़ की दर्दनाक मौत bbox=[10, 873, 195, 885]
pwd-cell-id: 2023_PWDRB_302567_1 bbox=[617, 1196, 692, 1215]
farm-title: फार्महाउस bbox=[832, 929, 938, 949]
pwd-cell-n: 4 bbox=[605, 1159, 617, 1178]
pwd-cell-type: प्रथम अंकानुसार bbox=[840, 1140, 870, 1159]
pwd-cell-type: प्रथम अंकानुसार bbox=[840, 1159, 870, 1178]
pwd-cell-work: जेल उपसंभाग क्र. 1, लो.नि.वि. भोपाल के अंतर्गत आवासीय भवनों का मरम्मत कार्य bbox=[691, 1252, 839, 1271]
pwd-cell-emd: 66000.00 bbox=[900, 1326, 938, 1345]
chola-table-header bbox=[144, 1086, 591, 1099]
table-row bbox=[144, 1244, 591, 1251]
pwd-cell-emd: 50000.00 bbox=[900, 1103, 938, 1122]
pwd-cell-work: उपसंभाग क्र. 2, लो.नि.वि. भोपाल के अंतर्गत शासकीय आवासों का मरम्मत कार्य bbox=[691, 1140, 839, 1159]
pwd-cell-id: 2023_PWDRB_304589_1 bbox=[617, 1289, 692, 1308]
story9-body: माचलपुर। समीपस्थ ग्राम झरनिया गांव में जन्माष्टमी की रात भारी बारिश के दौरान शंकर भगवान के मंदिर पर बिजली गिरने से मंदिर की छत में छेद हो गया, वहीं मंदिर की दीवार क्षतिग्रस्त हो गई। जन्माष्टमी की रात को जब मंदिर के शिखर पर बिजली गिरी तब ग्रामीण मंदिर में एवं घरों पर बैठे थे। आसपास के ग्रामीण मंदिर में मौजूद थे, लेकिन कोई जनहानि नहीं हुई। हालांकि गांव के घरों में बिजली के उपकरण जल गए, जिससे रात भर गांव में अंधेरा पसरा रहा। प्रत्यक्षदर्शियों ने बताया कि मंदिर से कुछ दूर गांव के बिजली के ट्रांसफार्मर से बिजली से झटके महसूस हुए। bbox=[482, 634, 592, 767]
chola-logo-mark bbox=[145, 987, 171, 1013]
pwd-cell-work: उपसंभाग क्र. 3, लो.नि.वि. भोपाल के अंतर्गत मार्गों का उन्नयन कार्य bbox=[691, 1215, 839, 1234]
pwd-cell-id: 2023_PWDRB_302566_1 bbox=[617, 1177, 692, 1196]
table-row bbox=[605, 1308, 938, 1327]
pwd-cell-id: 2023_PWDRB_304585_1 bbox=[617, 1233, 692, 1252]
table-row bbox=[605, 1289, 938, 1308]
chola-th: कर्जदार/सह-कर्जदार/जमानतदार bbox=[154, 1086, 264, 1099]
story12-col3: है। उसके कारण से दिन में उमस भरी गर्मी से लोगों को राहत मिली है। बता दें कि 3 दिन में दिन के पारे में 5 डिग्री सेल्सियस से अधिक गिरावट हुई है। जबकि रात के पारे में भी 2 डिग्री सेल्सियस के आसपास गिरावट दर्ज हुई है। bbox=[825, 843, 940, 900]
pwd-ref: निविदा सूचना क्रमांक 12/ई.नि./2023-24 bbox=[605, 1062, 695, 1068]
chola-date: दिनांक: 09.09.2023 bbox=[145, 1377, 207, 1385]
pwd-cell-type: प्रथम अंकानुसार bbox=[840, 1326, 870, 1345]
pwd-cell-type: प्रथम अंकानुसार bbox=[840, 1103, 870, 1122]
